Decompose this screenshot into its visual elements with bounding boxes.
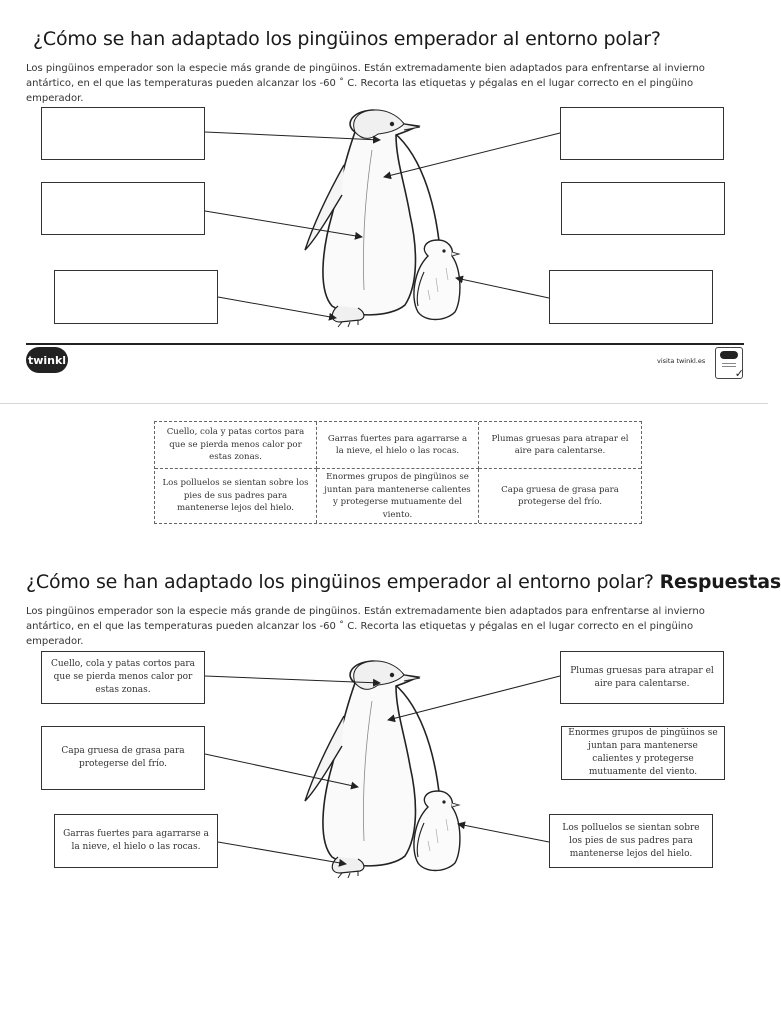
answer-label-right-mid: Enormes grupos de pingüinos se juntan para mantenerse calientes y protegerse mutuamente del viento.: [561, 726, 725, 780]
cutout-label[interactable]: Cuello, cola y patas cortos para que se pierda menos calor por estas zonas.: [155, 422, 317, 469]
answer-label-left-bottom: Garras fuertes para agarrarse a la nieve, el hielo o las rocas.: [54, 814, 218, 868]
answers-suffix: Respuestas: [659, 571, 781, 593]
answer-label-left-mid: Capa gruesa de grasa para protegerse del frío.: [41, 726, 205, 790]
answers-intro: Los pingüinos emperador son la especie más grande de pingüinos. Están extremadamente bien adaptados para enfrentarse al invierno antártico, en el que las temperaturas pueden alcanzar los -60 ˚ C. Recorta las etiquetas y pégalas en el lugar correcto en el pingüino emperador.: [26, 606, 705, 647]
cutout-label[interactable]: Capa gruesa de grasa para protegerse del frío.: [501, 484, 619, 507]
penguin-illustration: [305, 110, 460, 327]
twinkl-logo: twinkl: [26, 347, 68, 373]
worksheet-title: ¿Cómo se han adaptado los pingüinos emperador al entorno polar?: [33, 28, 661, 50]
answer-label-right-top: Plumas gruesas para atrapar el aire para calentarse.: [560, 651, 724, 704]
cutout-labels-grid: [154, 421, 642, 524]
footer-rule: [26, 343, 744, 345]
quality-badge-icon: ✓: [715, 347, 743, 379]
page-separator: [0, 403, 768, 404]
cutout-label[interactable]: Enormes grupos de pingüinos se juntan para mantenerse calientes y protegerse mutuamente del viento.: [317, 469, 479, 523]
footer-visit-link[interactable]: visita twinkl.es: [657, 357, 706, 365]
worksheet-intro: Los pingüinos emperador son la especie más grande de pingüinos. Están extremadamente bien adaptados para enfrentarse al invierno antártico, en el que las temperaturas pueden alcanzar los -60 ˚ C. Recorta las etiquetas y pégalas en el lugar correcto en el pingüino emperador.: [26, 63, 705, 104]
answer-label-right-bottom: Los polluelos se sientan sobre los pies de sus padres para mantenerse lejos del hielo.: [549, 814, 713, 868]
cutout-label[interactable]: Los polluelos se sientan sobre los pies de sus padres para mantenerse lejos del hielo.: [155, 469, 317, 523]
cutout-label[interactable]: Garras fuertes para agarrarse a la nieve, el hielo o las rocas.: [317, 422, 479, 469]
answers-title: ¿Cómo se han adaptado los pingüinos emperador al entorno polar? Respuestas: [26, 571, 781, 593]
cutout-label[interactable]: Plumas gruesas para atrapar el aire para calentarse.: [479, 422, 641, 469]
answer-label-left-top: Cuello, cola y patas cortos para que se pierda menos calor por estas zonas.: [41, 651, 205, 704]
